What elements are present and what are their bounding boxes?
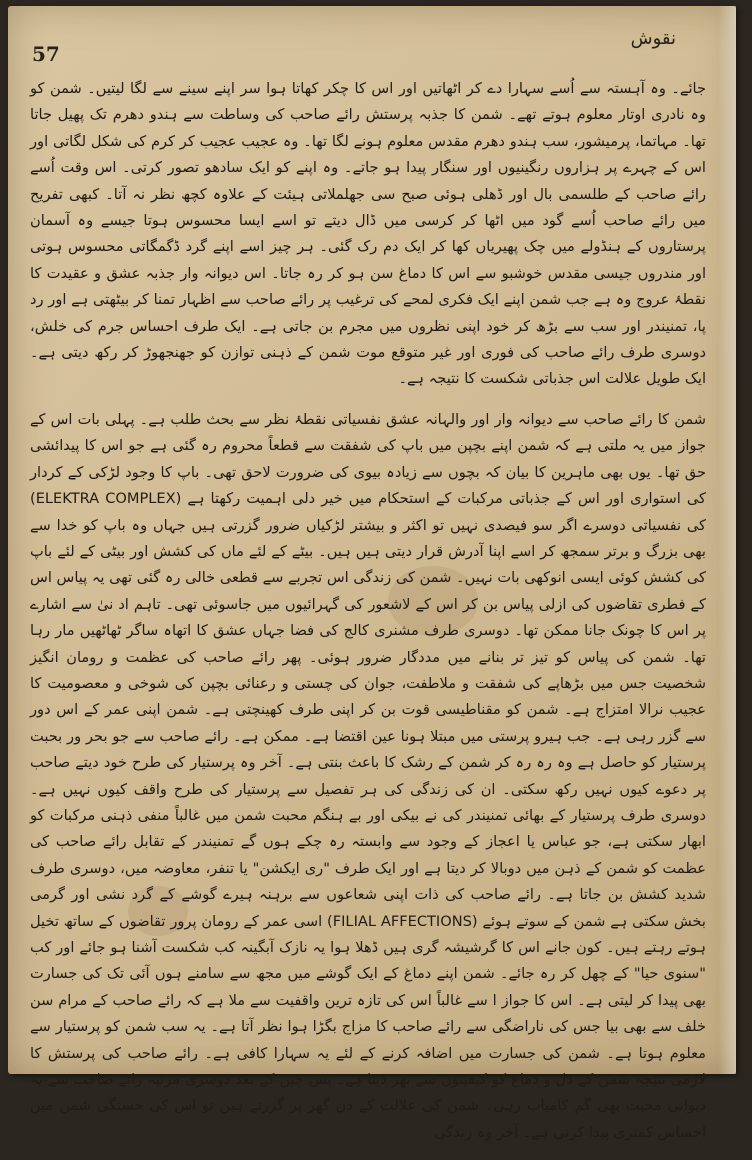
body-text xyxy=(30,76,706,1160)
running-head: نقوش xyxy=(630,28,676,49)
paragraph-2: شمن کا رائے صاحب سے دیوانہ وار اور والہانہ عشق نفسیاتی نقطۂ نظر سے بحث طلب ہے۔ پہلی بات اس کے جواز میں یہ ملتی ہے کہ شمن اپنے بچپن میں باپ کی شفقت سے قطعاً محروم رہ گئی ہے جو اس کا پیدائشی حق تھا۔ یوں بھی ماہرین کا بیان کہ بچوں سے زیادہ بیوی کی ضرورت لاحق تھی۔ باپ کا وجود لڑکی کے کردار کی استواری اور اس کے جذباتی مرکبات کے استحکام میں خیر دلی اہمیت رکھتا ہے (ELEKTRA COMPLEX) کی نفسیاتی دوسرے اگر سو فیصدی نہیں تو اکثر و بیشتر لڑکیاں ضرور گزرتی ہیں جہاں وہ باپ کو خدا سے بھی بزرگ و برتر سمجھ کر اسے اپنا آدرش قرار دیتی ہیں ہیں۔ بیٹے کے لئے ماں کی کشش اور بیٹی کے لئے باپ کی کشش کوئی ایسی انوکھی بات نہیں۔ شمن کی زندگی اس تجربے سے قطعی خالی رہ گئی تھی یہ پیاس اس کے فطری تقاضوں کی ازلی پیاس بن کر اس کے لاشعور کی گہرائیوں میں جاسوئی تھی۔ تاہم اد نیٰ سے اشارے پر اس کا چونک جانا ممکن تھا۔ دوسری طرف مشنری کالج کی فضا جہاں عشق کا اتھاہ ساگر ٹھاٹھیں مار رہا تھا۔ شمن کی پیاس کو تیز تر بنانے میں مددگار ضرور ہوئی۔ پھر رائے صاحب کی عظمت و رومان انگیز شخصیت جس میں بڑھاپے کی شفقت و ملاطفت، جوان کی چستی و رعنائی بچپن کی شوخی و معصومیت کا عجیب نرالا امتزاج ہے۔ شمن کو مقناطیسی قوت بن کر اپنی طرف کھینچتی ہے۔ شمن اپنی عمر کے اس دور سے گزر رہی ہے۔ جب ہیرو پرستی میں مبتلا ہونا عین اقتضا ہے۔ ممکن ہے۔ رائے صاحب سے جو بحر ور بحبت پرستیار کو حاصل ہے وہ رہ رہ کر شمن کے رشک کا باعث بنتی ہے۔ آخر وہ پرستیار کی طرح خود دیتے صاحب پر دعوے کیوں نہیں رکھ سکتی۔ ان کی زندگی کی ہر تفصیل سے پرستیار کی طرح واقف کیوں نہیں ہے۔ دوسری طرف پرستیار کے بھائی تمنیندر کی نے بیکی اور بے ہنگم محبت شمن میں غالباً منفی ذہنی مرکبات کو ابھار سکتی ہے، جو عباس یا اعجاز کے وجود سے وابستہ رہ چکے ہوں گے تمنیندر کے تقابل رائے صاحب کی عظمت کو شمن کے ذہن میں دوبالا کر دیتا ہے اور ایک طرف "ری ایکشن" یا تنفر، معاوضہ میں، دوسری طرف شدید کشش بن جاتا ہے۔ رائے صاحب کی ذات اپنی شعاعوں سے برہنہ ہیرے گوشے کے گرد نشی اور گرمی بخش سکتی ہے شمن کے سوتے ہوئے (FILIAL AFFECTIONS) اسی عمر کے رومان پرور تقاضوں کے ساتھ تخیل ہوتے رہتے ہیں۔ کون جانے اس کا گرشیشہ گری ہیں ڈھلا ہوا یہ نازک آبگینہ کب شکست آشنا ہو جائے اور کب "سنوی حیا" کے چھل کر رہ جائے۔ شمن اپنے دماغ کے ایک گوشے میں مجھ سے سامنے ہوں آئی تک کی جسارت بھی پیدا کر لیتی ہے۔ اس کا جواز ا سے غالباً اس کی تازہ ترین واقفیت سے ملا ہے کہ رائے صاحب کے مرام سن خلف سے بھی بیا جس کی ناراضگی سے رائے صاحب کا مزاج بگڑا ہوا نظر آتا ہے۔ یہ سب شمن کو پرستیار سے معلوم ہوتا ہے۔ شمن کی جسارت میں اضافہ کرنے کے لئے یہ سہارا کافی ہے۔ رائے صاحب کی پرستش کا لازمی نتیجہ شمن کے دل و دماغ کو کیفیتوں سے بھر دیتا ہے۔ بس چین کے بعد دوسری مرتبہ رائے صاحب سے یہ دیوانی محبت بھی گم کامیاب رہی۔ شمن کی علالت کے دن گھر پر گزرتے ہیں تو اس کی خستگی شمن میں احساس کمتری پیدا کرتی ہے۔ آخر وہ زندگی xyxy=(30,410,706,1141)
paragraph-1: جائے۔ وہ آہستہ سے اُسے سہارا دے کر اٹھاتیں اور اس کا چکر کھاتا ہوا سر اپنے سینے سے لگا لیتیں۔ شمن کو وہ نادری اوتار معلوم ہوتے تھے۔ شمن کا جذبہ پرستش رائے صاحب کی وساطت سے ہندو دھرم تک پھیل جاتا تھا۔ مہاتما، پرمیشور، سب ہندو دھرم مقدس معلوم ہونے لگا تھا۔ وہ عجیب عجیب کر کرم کی شکل لگاتی اور اس کے چہرے پر ہزاروں رنگینیوں اور سنگار پیدا ہو جاتے۔ وہ اپنے کو ایک سادھو تصور کرتی۔ اس وقت اُسے رائے صاحب کے طلسمی بال اور ڈھلی ہوئی صبح سی جھلملاتی ہیئت کے علاوہ کچھ نظر نہ آتا۔ کبھی تفریح میں رائے صاحب اُسے گود میں اٹھا کر کرسی میں ڈال دیتے تو اسے ایسا محسوس ہوتا جیسے وہ آسمان پرستاروں کے ہنڈولے میں چک پھیریاں کھا کر ایک دم رک گئی۔ ہر چیز اسے اپنے گرد ڈگمگاتی محسوس ہوتی اور مندروں جیسی مقدس خوشبو سے اس کا دماغ سن ہو کر رہ جاتا۔ اس دیوانہ وار جذبہ عشق و عقیدت کا نقطۂ عروج وہ ہے جب شمن اپنے ایک فکری لمحے کی ترغیب پر رائے صاحب سے اظہار تمنا کر بیٹھتی ہے اور رد پا، تمنیندر اور سب سے بڑھ کر خود اپنی نظروں میں مجرم بن جاتی ہے۔ ایک طرف احساس جرم کی خلش، دوسری طرف رائے صاحب کی فوری اور غیر متوقع موت شمن کے ذہنی توازن کو جھنجھوڑ کر رکھ دیتی ہے۔ ایک طویل علالت اس جذباتی شکست کا نتیجہ ہے۔ xyxy=(30,80,706,388)
page-number: 57 xyxy=(32,42,60,66)
book-page xyxy=(8,6,736,1141)
